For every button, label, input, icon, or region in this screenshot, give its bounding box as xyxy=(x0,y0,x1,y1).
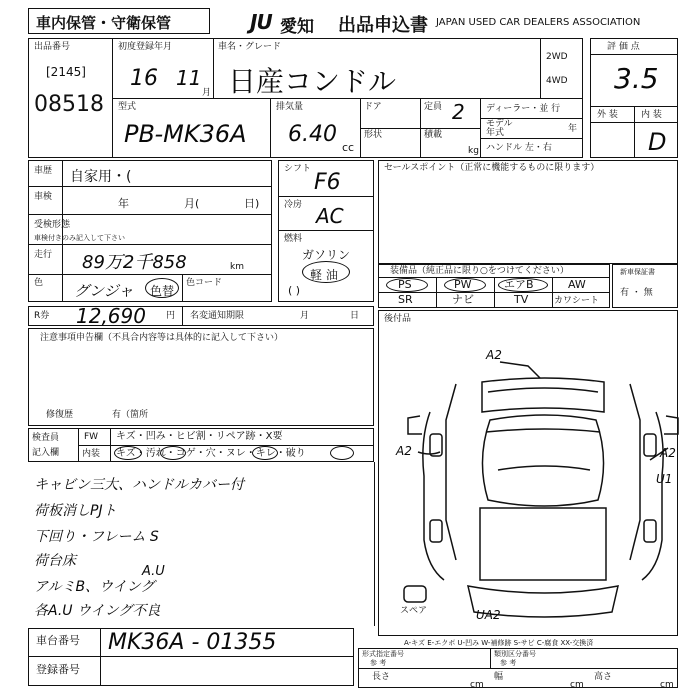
storage-label: 車内保管・守衛保管 xyxy=(36,14,172,32)
equipment-label: 装備品（純正品に限り○をつけてください） xyxy=(390,266,569,276)
nc-day: 日 xyxy=(350,311,360,321)
mark-rear: UA2 xyxy=(476,608,501,622)
grade-label: 評 価 点 xyxy=(607,42,640,52)
displacement-label: 排気量 xyxy=(276,102,304,112)
height-cm: cm xyxy=(660,680,674,690)
history-label: 車歴 xyxy=(34,166,53,176)
selling-points-label: セールスポイント（正常に機能するものに限ります） xyxy=(384,163,600,173)
reg-no-label: 登録番号 xyxy=(36,663,80,676)
insp-year: 年 xyxy=(118,197,129,210)
shift-value: F6 xyxy=(314,170,341,195)
interior-grade: D xyxy=(648,128,667,156)
mileage-value: 89万2千858 xyxy=(82,252,187,273)
kg-unit: kg xyxy=(468,146,479,156)
note-line-2: 荷板消しPJト xyxy=(34,503,117,519)
note-mid: A.U xyxy=(142,564,165,579)
displacement-value: 6.40 xyxy=(288,122,337,147)
entry-label: 記入欄 xyxy=(32,448,60,458)
class-no-label: 類別区分番号 xyxy=(494,650,536,658)
interior-label: 内 装 xyxy=(641,110,662,120)
cc-unit: cc xyxy=(342,141,355,154)
insp-month: 月( xyxy=(184,197,200,210)
recycle-fee: 12,690 xyxy=(76,304,146,328)
km-unit: km xyxy=(230,262,244,272)
repair-label: 修復歴 xyxy=(46,410,74,420)
note-line-6: 各A.U ウイング不良 xyxy=(34,603,161,619)
ref1-label: 参 考 xyxy=(370,659,387,667)
form-title: 出品申込書 xyxy=(338,15,428,36)
name-change-label: 名変通知期限 xyxy=(190,311,245,321)
mark-front: A2 xyxy=(486,348,502,362)
equip-kawa: カワシート xyxy=(554,296,600,306)
inspection-label: 車検 xyxy=(34,192,53,202)
mark-right: A2 xyxy=(660,446,676,460)
color-value: グンジャ xyxy=(74,282,134,300)
car-name-label: 車名・グレード xyxy=(218,42,282,52)
shape-label: 形状 xyxy=(364,130,383,140)
note-line-3: 下回り・フレーム S xyxy=(34,529,159,545)
association-name: JAPAN USED CAR DEALERS ASSOCIATION xyxy=(436,17,641,28)
dealer-label: ディーラー・並 行 xyxy=(486,104,561,114)
car-name: 日産コンドル xyxy=(228,65,397,98)
equip-pw: PW xyxy=(454,278,472,291)
fw-items: キズ・凹み・ヒビ割・リペア跡・X要 xyxy=(116,431,283,442)
mark-right-2: U1 xyxy=(656,472,673,486)
fuel-gasoline: ガソリン xyxy=(302,248,351,262)
fuel-paren: ( ) xyxy=(288,284,301,297)
handle-label: ハンドル 左・右 xyxy=(486,143,552,153)
aircon-label: 冷房 xyxy=(284,200,303,210)
notes-label: 注意事項申告欄（不具合内容等は具体的に記入して下さい） xyxy=(40,333,284,343)
model-year-label-a: モデル xyxy=(486,119,513,129)
note-line-1: キャビン三大、ハンドルカバー付 xyxy=(34,477,244,493)
form-type-label: 形式指定番号 xyxy=(362,650,404,658)
exterior-label: 外 装 xyxy=(597,110,618,120)
equip-airbag: エアB xyxy=(504,278,534,291)
model-value: PB-MK36A xyxy=(124,120,247,148)
equip-ps: PS xyxy=(398,278,412,291)
width-label: 幅 xyxy=(494,672,504,682)
reg-month-unit: 月 xyxy=(202,88,212,98)
capacity-label: 定員 xyxy=(424,102,443,112)
lot-bracket: [2145] xyxy=(46,65,86,79)
yen-unit: 円 xyxy=(166,311,176,321)
model-label: 型式 xyxy=(118,102,137,112)
fuel-diesel: 軽 油 xyxy=(310,268,338,282)
capacity-value: 2 xyxy=(452,100,465,124)
warranty-label: 新車保証書 xyxy=(620,268,655,276)
door-label: ドア xyxy=(364,102,382,112)
ref2-label: 参 考 xyxy=(500,659,517,667)
ju-logo: JU xyxy=(250,10,272,34)
length-label: 長さ xyxy=(372,672,391,682)
fw-label: FW xyxy=(84,432,99,442)
score-value: 3.5 xyxy=(614,62,659,95)
mark-left: A2 xyxy=(396,444,412,458)
acceptance-label: 受検形態 xyxy=(34,220,71,230)
color-code-label: 色コード xyxy=(186,278,223,288)
mileage-label: 走行 xyxy=(34,250,53,260)
acceptance-note: 車検付きのみ記入して下さい xyxy=(34,234,125,242)
chassis-value: MK36A - 01355 xyxy=(108,630,277,655)
damage-legend: A-キズ E-エクボ U-凹み W-補修跡 S-サビ C-腐食 XX-交換済 xyxy=(404,639,594,647)
note-line-5: アルミB、ウイング xyxy=(34,579,155,595)
insp-day: 日) xyxy=(244,197,260,210)
inspector-label: 検査員 xyxy=(32,433,60,443)
length-cm: cm xyxy=(470,680,484,690)
equip-tv: TV xyxy=(514,293,529,306)
history-value: 自家用・( xyxy=(70,169,132,185)
note-line-4: 荷台床 xyxy=(34,553,76,569)
reg-month: 11 xyxy=(176,66,202,90)
equip-sr: SR xyxy=(398,293,413,306)
brand-name: 愛知 xyxy=(280,17,314,37)
repair-value: 有（箇所 xyxy=(112,410,149,420)
aftermarket-label: 後付品 xyxy=(384,314,412,324)
equip-aw: AW xyxy=(568,278,586,291)
shift-label: シフト xyxy=(284,164,312,174)
year-unit: 年 xyxy=(568,124,578,134)
aircon-value: AC xyxy=(316,204,344,228)
recycle-label: R券 xyxy=(34,311,50,321)
chassis-label: 車台番号 xyxy=(36,634,80,647)
color-label: 色 xyxy=(34,278,44,288)
naisou-label: 内装 xyxy=(82,449,101,459)
spare-label: スペア xyxy=(400,606,428,616)
equip-navi: ナビ xyxy=(452,293,474,306)
4wd-label: 4WD xyxy=(546,76,568,86)
first-reg-label: 初度登録年月 xyxy=(118,42,173,52)
nc-month: 月 xyxy=(300,311,310,321)
lot-no-label: 出品番号 xyxy=(34,42,71,52)
naisou-items: キズ・汚れ・コゲ・穴・ヌレ・キレ・破り xyxy=(116,448,306,459)
width-cm: cm xyxy=(570,680,584,690)
load-label: 積載 xyxy=(424,130,443,140)
reg-year: 16 xyxy=(130,66,158,91)
lot-number: 08518 xyxy=(34,92,104,117)
color-circled: 色替 xyxy=(150,284,175,298)
warranty-options: 有 ・ 無 xyxy=(620,288,653,298)
model-year-label-b: 年式 xyxy=(486,128,505,138)
height-label: 高さ xyxy=(594,672,613,682)
fuel-label: 燃料 xyxy=(284,234,303,244)
2wd-label: 2WD xyxy=(546,52,568,62)
